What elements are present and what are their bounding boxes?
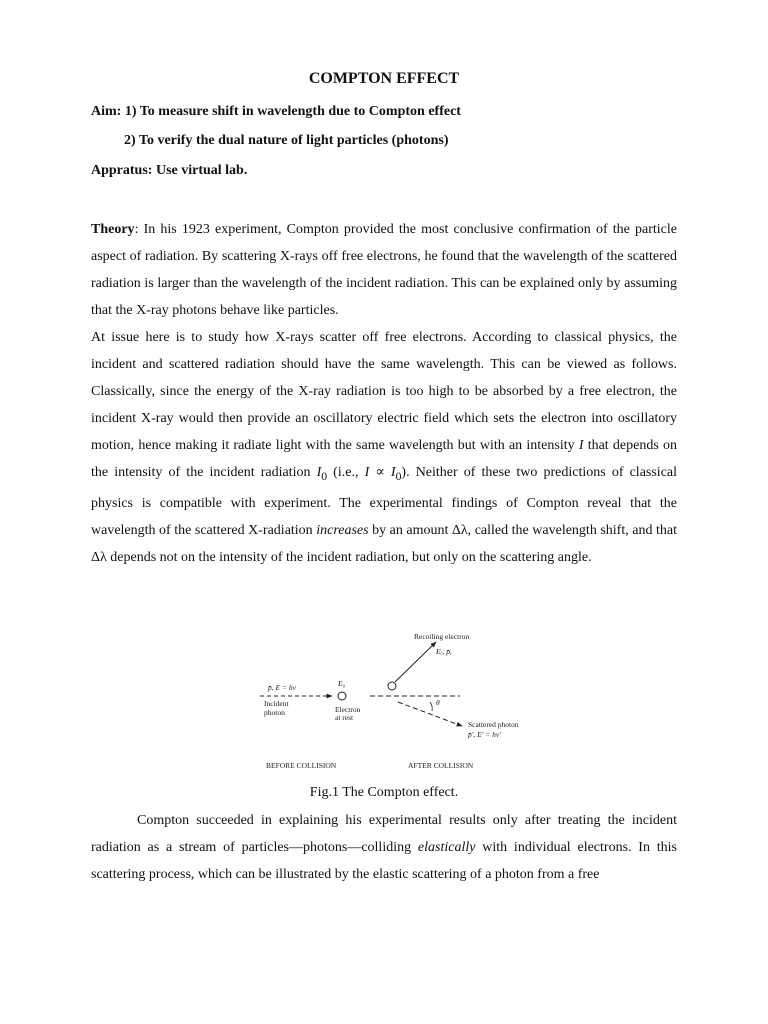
theory-text-2b: that depends on the intensity of the incident radiation	[91, 438, 677, 480]
aim-line-2: 2) To verify the dual nature of light particles (photons)	[124, 133, 449, 148]
theory-text-2a: At issue here is to study how X-rays scatter off free electrons. According to classical physics, the incident and scattered radiation should have the same wavelength. This can be viewed as follows. Classically, since the energy of the X-ray radiation is too high to be absorbed by a free electron, the incident X-ray would then provide an oscillatory electric field which sets the electron into oscillatory motion, hence making it radiate light with the same wavelength but with an intensity	[91, 330, 677, 453]
compton-figure	[240, 628, 530, 778]
conclusion-text-b: with individual electrons. In this scattering process, which can be illustrated by the elastic scattering of a photon from a free	[91, 840, 677, 882]
theory-paragraph-2	[91, 324, 677, 571]
symbol-intensity: I	[578, 438, 584, 453]
theory-text-1: : In his 1923 experiment, Compton provided the most conclusive confirmation of the particle aspect of radiation. By scattering X-rays off free electrons, he found that the wavelength of the scattered radiation is larger than the wavelength of the incident radiation. This can be explained only by assuming that the X-ray photons behave like particles.	[91, 222, 677, 318]
recoil-arrow	[395, 642, 436, 682]
conclusion-text-a: Compton succeeded in explaining his experimental results only after treating the incident radiation as a stream of particles—photons—colliding	[91, 813, 677, 855]
emphasis-elastically: elastically	[417, 840, 476, 855]
theory-label: Theory	[91, 222, 135, 237]
theory-paragraph-1	[91, 216, 677, 324]
label-scattered-vars: p̄′, E′ = hν′	[468, 730, 501, 739]
electron-at-rest	[338, 692, 346, 700]
emphasis-increases: increases	[316, 522, 369, 538]
label-incident-vars: p̄, E = hν	[268, 683, 296, 692]
label-recoiling-electron: Recoiling electron	[414, 632, 470, 641]
label-before-collision: BEFORE COLLISION	[266, 761, 337, 770]
label-at-rest: at rest	[335, 713, 354, 722]
label-e0: E₀	[338, 679, 346, 688]
recoiling-electron-dot	[388, 682, 396, 690]
subscript-zero-prop: 0	[395, 469, 402, 483]
conclusion-paragraph	[91, 807, 677, 888]
label-photon: photon	[264, 708, 285, 717]
subscript-zero: 0	[321, 469, 328, 483]
apparatus-line: Appratus: Use virtual lab.	[91, 163, 248, 178]
aim-line-1: Aim: 1) To measure shift in wavelength due to Compton effect	[91, 104, 461, 119]
theory-text-2c: (i.e.,	[327, 465, 365, 480]
label-theta: θ	[436, 698, 440, 707]
label-incident: Incident	[264, 699, 289, 708]
symbol-intensity-prop: I	[364, 465, 370, 480]
label-electron: Electron	[335, 705, 361, 714]
figure-caption: Fig.1 The Compton effect.	[309, 785, 459, 800]
theory-text-2e: by an amount Δλ, called the wavelength shift, and that Δλ depends not on the intensity of the incident radiation, but only on the scattering angle.	[91, 522, 677, 565]
angle-arc	[430, 702, 432, 711]
scattered-photon-arrow	[398, 702, 462, 726]
label-after-collision: AFTER COLLISION	[408, 761, 474, 770]
symbol-incident-intensity: I	[316, 465, 322, 480]
theory-text-2d: ). Neither of these two predictions of classical physics is compatible with experiment. The experimental findings of Compton reveal that the wavelength of the scattered X-radiation	[91, 465, 678, 538]
page-title: COMPTON EFFECT	[308, 70, 460, 87]
label-recoil-energy: Eₑ, p̄ₑ	[436, 647, 453, 656]
label-scattered-photon: Scattered photon	[468, 720, 519, 729]
symbol-incident-intensity-prop: I	[390, 465, 396, 480]
proportional-symbol: ∝	[369, 465, 391, 480]
